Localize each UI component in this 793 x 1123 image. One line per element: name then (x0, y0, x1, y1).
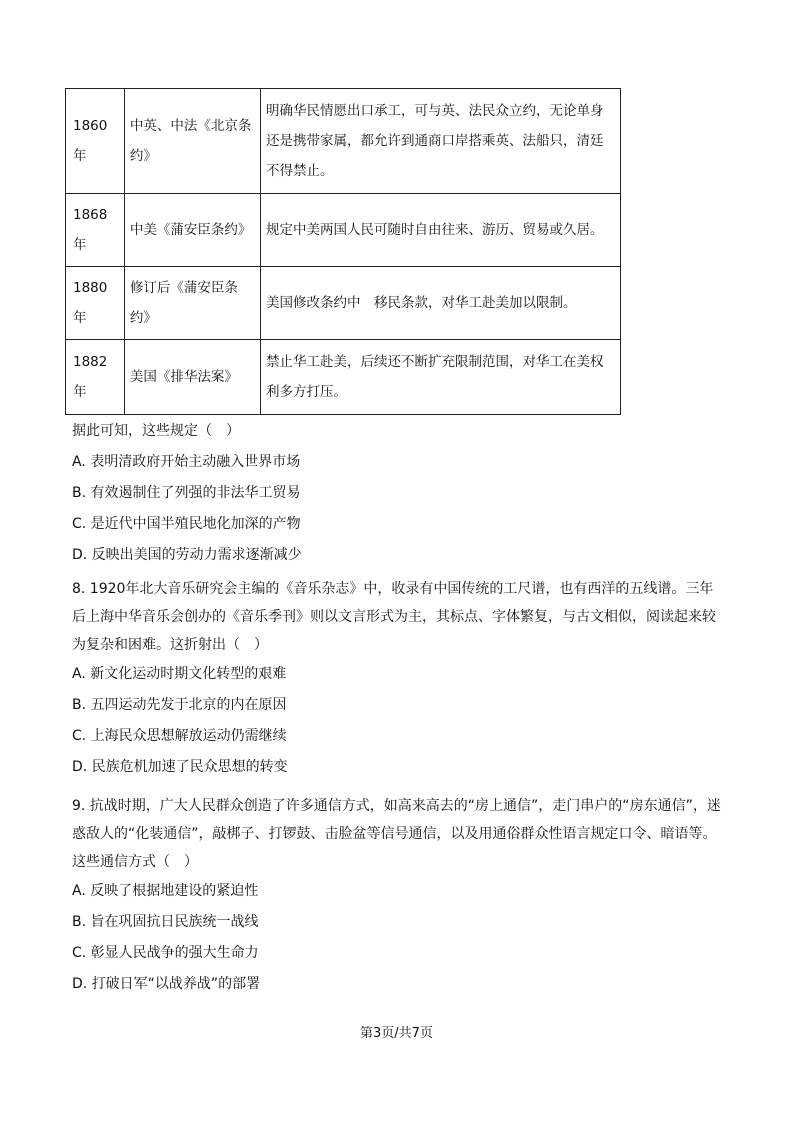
treaty-cell: 中美《蒲安臣条约》 (124, 194, 260, 267)
year-cell: 1880年 (66, 267, 125, 340)
question-8-option-b: B. 五四运动先发于北京的内在原因 (72, 697, 287, 713)
page-number: 第3页/共7页 (360, 1026, 433, 1041)
content-cell: 规定中美两国人民可随时自由往来、游历、贸易或久居。 (260, 194, 620, 267)
question-9-option-b: B. 旨在巩固抗日民族统一战线 (72, 914, 259, 930)
content-cell: 美国修改条约中 移民条款，对华工赴美加以限制。 (260, 267, 620, 340)
question-7-option-b: B. 有效遏制住了列强的非法华工贸易 (72, 485, 301, 501)
question-7-stem: 据此可知，这些规定（ ） (72, 423, 240, 439)
table-row (66, 89, 621, 194)
question-8-section (72, 575, 722, 783)
table-row (66, 340, 621, 415)
year-cell: 1868年 (66, 194, 125, 267)
question-8-option-d: D. 民族危机加速了民众思想的转变 (72, 759, 288, 775)
question-7-section (72, 416, 722, 571)
question-9-section (72, 792, 722, 1000)
content-cell: 明确华民情愿出口承工，可与英、法民众立约，无论单身还是携带家属，都允许到通商口岸搭乘英、法船只，清廷不得禁止。 (260, 89, 620, 194)
treaty-cell: 修订后《蒲安臣条约》 (124, 267, 260, 340)
question-8-stem: 8. 1920年北大音乐研究会主编的《音乐杂志》中，收录有中国传统的工尺谱，也有西洋的五线谱。三年后上海中华音乐会创办的《音乐季刊》则以文言形式为主，其标点、字体繁复，与古文相似，阅读起来较为复杂和困难。这折射出（ ） (72, 581, 716, 653)
question-9-option-a: A. 反映了根据地建设的紧迫性 (72, 883, 259, 899)
treaty-cell: 美国《排华法案》 (124, 340, 260, 415)
question-9-stem: 9. 抗战时期，广大人民群众创造了许多通信方式，如高来高去的“房上通信”，走门串户的“房东通信”，迷惑敌人的“化装通信”，敲梆子、打锣鼓、击脸盆等信号通信，以及用通俗群众性语言规定口令、暗语等。这些通信方式（ ） (72, 798, 721, 870)
question-9-option-c: C. 彰显人民战争的强大生命力 (72, 945, 259, 961)
year-cell: 1860年 (66, 89, 125, 194)
table-row (66, 267, 621, 340)
year-cell: 1882年 (66, 340, 125, 415)
question-7-option-d: D. 反映出美国的劳动力需求逐渐减少 (72, 547, 302, 563)
question-8-option-a: A. 新文化运动时期文化转型的艰难 (72, 666, 287, 682)
question-9-option-d: D. 打破日军“以战养战”的部署 (72, 976, 261, 992)
content-cell: 禁止华工赴美，后续还不断扩充限制范围，对华工在美权利多方打压。 (260, 340, 620, 415)
question-7-option-a: A. 表明清政府开始主动融入世界市场 (72, 454, 301, 470)
treaty-cell: 中英、中法《北京条约》 (124, 89, 260, 194)
question-8-option-c: C. 上海民众思想解放运动仍需继续 (72, 728, 287, 744)
question-7-option-c: C. 是近代中国半殖民地化加深的产物 (72, 516, 301, 532)
treaty-table (65, 88, 621, 415)
table-row (66, 194, 621, 267)
